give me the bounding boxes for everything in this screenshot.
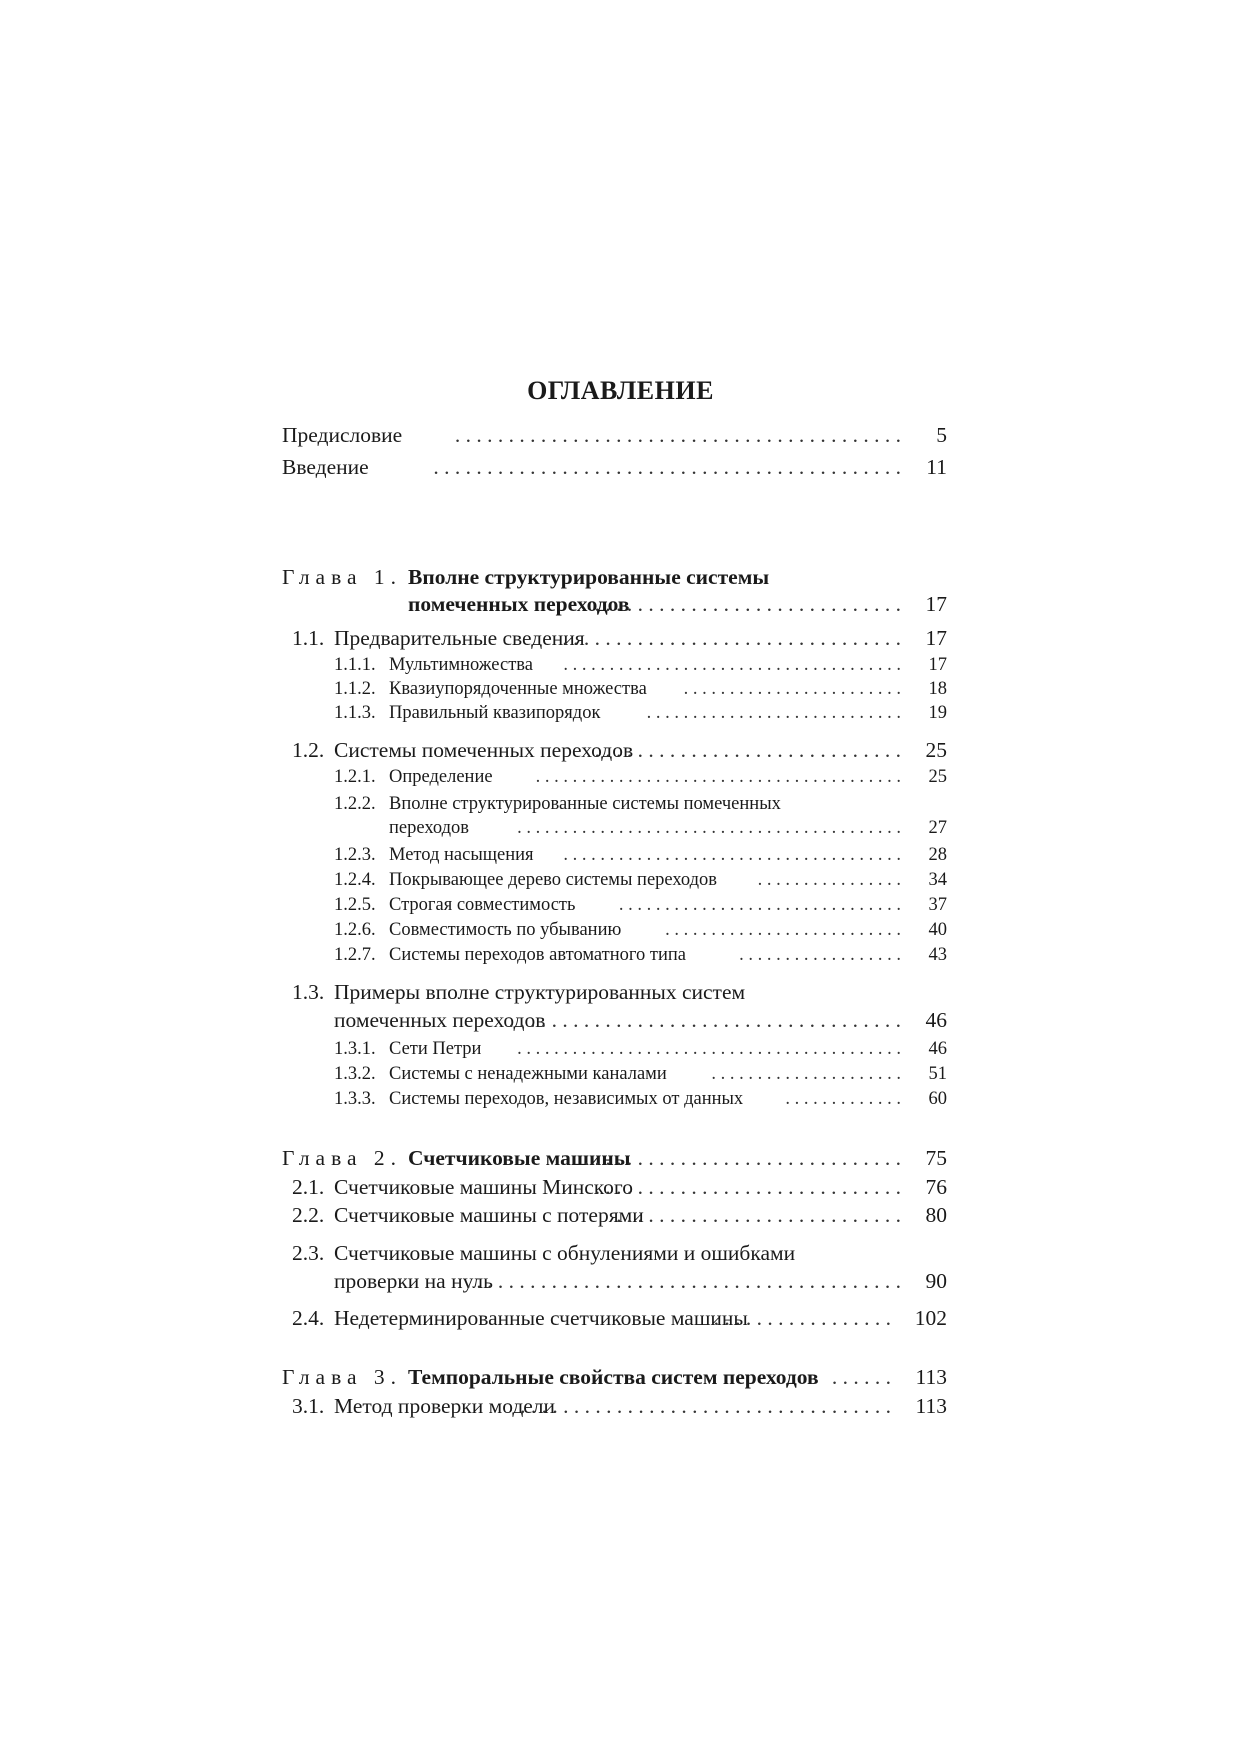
dot-leader: . . . . . . . . . . . . . . . . . . . . . . . . . . . . . . . . . . .	[520, 1394, 891, 1418]
subsection-title: Системы переходов, независимых от данных	[389, 1089, 744, 1109]
toc-section-2-2	[0, 1200, 1241, 1230]
subsection-title: Строгая совместимость	[389, 895, 576, 915]
toc-page-number: 113	[915, 1365, 947, 1389]
toc-subsection-1-2-1	[0, 762, 1241, 792]
toc-subsection-1-2-7	[0, 940, 1241, 970]
section-title: Метод проверки модели	[334, 1394, 556, 1418]
toc-chapter-3	[0, 1362, 1241, 1392]
subsection-number: 1.2.2.	[334, 794, 376, 814]
subsection-number: 1.2.6.	[334, 920, 376, 940]
subsection-title: Совместимость по убыванию	[389, 920, 622, 940]
section-title: Недетерминированные счетчиковые машины	[334, 1306, 748, 1330]
subsection-title: Правильный квазипорядок	[389, 703, 601, 723]
section-number: 1.3.	[292, 980, 325, 1004]
toc-section-2-3	[0, 1238, 1241, 1268]
toc-subsection-1-1-3	[0, 698, 1241, 728]
toc-section-1-3	[0, 977, 1241, 1007]
dot-leader: . . . . . . . . . . . . . . . . . . . . . . . . . . . . . . . . . . . . . . . . . .	[454, 423, 901, 447]
subsection-title: Мультимножества	[389, 655, 533, 675]
dot-leader: . . . . . . . . . . . . . . . . . . . . . . . . . . . . . . .	[618, 895, 901, 915]
dot-leader: . . . . . . . . . . . . . . . . . .	[739, 945, 901, 965]
toc-page-number: 75	[925, 1146, 947, 1170]
toc-page-number: 43	[928, 945, 947, 965]
chapter-label: Глава 2.	[282, 1146, 402, 1170]
subsection-number: 1.2.1.	[334, 767, 376, 787]
chapter-title: Темпоральные свойства систем переходов	[408, 1365, 819, 1389]
toc-entry-intro	[0, 452, 1241, 482]
toc-page-number: 46	[925, 1008, 947, 1032]
subsection-title-cont: переходов	[389, 818, 469, 838]
subsection-number: 1.1.3.	[334, 703, 376, 723]
dot-leader: . . . . . . . . . . . . . . . . .	[713, 1306, 891, 1330]
section-number: 2.4.	[292, 1306, 325, 1330]
section-title-cont: проверки на нуль	[334, 1269, 493, 1293]
subsection-number: 1.2.5.	[334, 895, 376, 915]
subsection-number: 1.1.1.	[334, 655, 376, 675]
subsection-title: Квазиупорядоченные множества	[389, 679, 647, 699]
toc-page-number: 19	[928, 703, 947, 723]
subsection-title: Определение	[389, 767, 493, 787]
dot-leader: . . . . . . . . . . . . . . . . . . . . . . . . . . . . . . . . . . . . .	[508, 1008, 901, 1032]
subsection-title: Системы с ненадежными каналами	[389, 1064, 667, 1084]
toc-entry-text: Предисловие	[282, 423, 403, 447]
toc-section-1-1	[0, 623, 1241, 653]
toc-entry-preface	[0, 420, 1241, 450]
toc-subsection-1-2-2-cont	[0, 813, 1241, 843]
dot-leader: . . . . . . . . . . . . . . . . . . . . . . . .	[683, 679, 901, 699]
toc-subsection-1-3-3	[0, 1084, 1241, 1114]
chapter-title: Вполне структурированные системы	[408, 565, 770, 589]
toc-entry-text: Введение	[282, 455, 369, 479]
toc-page-number: 51	[928, 1064, 947, 1084]
dot-leader: . . . . . . . . . . . . . . . . . . . . . . . . . . . . . . . . . . . . . . . .	[535, 767, 901, 787]
chapter-label: Глава 3.	[282, 1365, 402, 1389]
dot-leader: . . . . . . . . . . . . . . . . . . . . . . . . . .	[665, 920, 901, 940]
subsection-number: 1.3.2.	[334, 1064, 376, 1084]
subsection-number: 1.2.4.	[334, 870, 376, 890]
toc-chapter-1-cont	[0, 589, 1241, 619]
toc-section-1-3-cont	[0, 1005, 1241, 1035]
dot-leader: . . . . . .	[831, 1365, 891, 1389]
dot-leader: . . . . . . . . . . . . . . . . . . . . . . . . . . . . . . . . . . . . . . . . . .	[517, 1039, 901, 1059]
toc-page-number: 17	[925, 592, 947, 616]
subsection-number: 1.2.7.	[334, 945, 376, 965]
dot-leader: . . . . . . . . . . . . . . . . . . . . . . . . . . . . . . . .	[562, 626, 901, 650]
section-number: 2.3.	[292, 1241, 325, 1265]
toc-section-3-1	[0, 1391, 1241, 1421]
toc-page-number: 18	[928, 679, 947, 699]
toc-chapter-1	[0, 562, 1241, 592]
toc-page-number: 17	[928, 655, 947, 675]
toc-page-number: 40	[928, 920, 947, 940]
toc-page-number: 60	[928, 1089, 947, 1109]
toc-page-number: 37	[928, 895, 947, 915]
toc-section-1-2	[0, 735, 1241, 765]
subsection-title: Вполне структурированные системы помеченных	[389, 794, 781, 814]
toc-page-number: 17	[925, 626, 947, 650]
section-title: Счетчиковые машины Минского	[334, 1175, 633, 1199]
toc-page-number: 25	[925, 738, 947, 762]
toc-page-number: 25	[928, 767, 947, 787]
toc-page-number: 113	[915, 1394, 947, 1418]
toc-chapter-2	[0, 1143, 1241, 1173]
section-number: 1.1.	[292, 626, 325, 650]
section-title: Счетчиковые машины с обнулениями и ошибками	[334, 1241, 796, 1265]
toc-page-number: 11	[926, 455, 947, 479]
subsection-title: Сети Петри	[389, 1039, 482, 1059]
dot-leader: . . . . . . . . . . . . . . . . . . . . . . . . . . . . . . . . . . . . .	[563, 845, 901, 865]
dot-leader: . . . . . . . . . . . . . . . . . . . . . . . . . . . . .	[594, 1175, 901, 1199]
page-title: ОГЛАВЛЕНИЕ	[527, 376, 714, 405]
dot-leader: . . . . . . . . . . . . . . . . . . . . .	[711, 1064, 901, 1084]
toc-page-number: 5	[936, 423, 947, 447]
section-title: Примеры вполне структурированных систем	[334, 980, 746, 1004]
dot-leader: . . . . . . . . . . . . . . . . . . . . . . . . . . . . . . . . . . . . .	[563, 655, 901, 675]
dot-leader: . . . . . . . . . . . . . . . . . . . . . . . . . . . . .	[594, 738, 901, 762]
section-number: 2.2.	[292, 1203, 325, 1227]
section-title: Предварительные сведения	[334, 626, 585, 650]
section-number: 3.1.	[292, 1394, 325, 1418]
toc-page-number: 28	[928, 845, 947, 865]
toc-section-2-4	[0, 1303, 1241, 1333]
dot-leader: . . . . . . . . . . . . . . . . . . . . . . . . . . . . . . . . . . . . . . . . . . . .	[433, 455, 901, 479]
dot-leader: . . . . . . . . . . . . . . . . . . . . . . . . . . . . .	[594, 592, 901, 616]
toc-page-number: 90	[925, 1269, 947, 1293]
dot-leader: . . . . . . . . . . . . . . . . . . . . . . . . . . . . . .	[583, 1146, 901, 1170]
subsection-number: 1.3.1.	[334, 1039, 376, 1059]
subsection-title: Метод насыщения	[389, 845, 534, 865]
subsection-number: 1.3.3.	[334, 1089, 376, 1109]
dot-leader: . . . . . . . . . . . . .	[785, 1089, 901, 1109]
dot-leader: . . . . . . . . . . . . . . . .	[757, 870, 901, 890]
chapter-title: Счетчиковые машины	[408, 1146, 631, 1170]
toc-page-number: 34	[928, 870, 947, 890]
section-title: Системы помеченных переходов	[334, 738, 634, 762]
toc-page-number: 46	[928, 1039, 947, 1059]
toc-section-2-1	[0, 1172, 1241, 1202]
toc-page-number: 80	[925, 1203, 947, 1227]
dot-leader: . . . . . . . . . . . . . . . . . . . . . . . . . . . .	[646, 703, 901, 723]
toc-section-2-3-cont	[0, 1266, 1241, 1296]
section-number: 2.1.	[292, 1175, 325, 1199]
chapter-label: Глава 1.	[282, 565, 402, 589]
section-title: Счетчиковые машины с потерями	[334, 1203, 644, 1227]
toc-page-number: 102	[914, 1306, 947, 1330]
section-title-cont: помеченных переходов	[334, 1008, 546, 1032]
toc-page-number: 27	[928, 818, 947, 838]
subsection-title: Системы переходов автоматного типа	[389, 945, 686, 965]
subsection-number: 1.2.3.	[334, 845, 376, 865]
subsection-title: Покрывающее дерево системы переходов	[389, 870, 718, 890]
chapter-title-cont: помеченных переходов	[408, 592, 630, 616]
subsection-number: 1.1.2.	[334, 679, 376, 699]
dot-leader: . . . . . . . . . . . . . . . . . . . . . . . . . . .	[616, 1203, 901, 1227]
toc-page-number: 76	[925, 1175, 947, 1199]
dot-leader: . . . . . . . . . . . . . . . . . . . . . . . . . . . . . . . . . . . . . . . . . .	[517, 818, 901, 838]
section-number: 1.2.	[292, 738, 325, 762]
dot-leader: . . . . . . . . . . . . . . . . . . . . . . . . . . . . . . . . . . . . . . . . .	[465, 1269, 901, 1293]
